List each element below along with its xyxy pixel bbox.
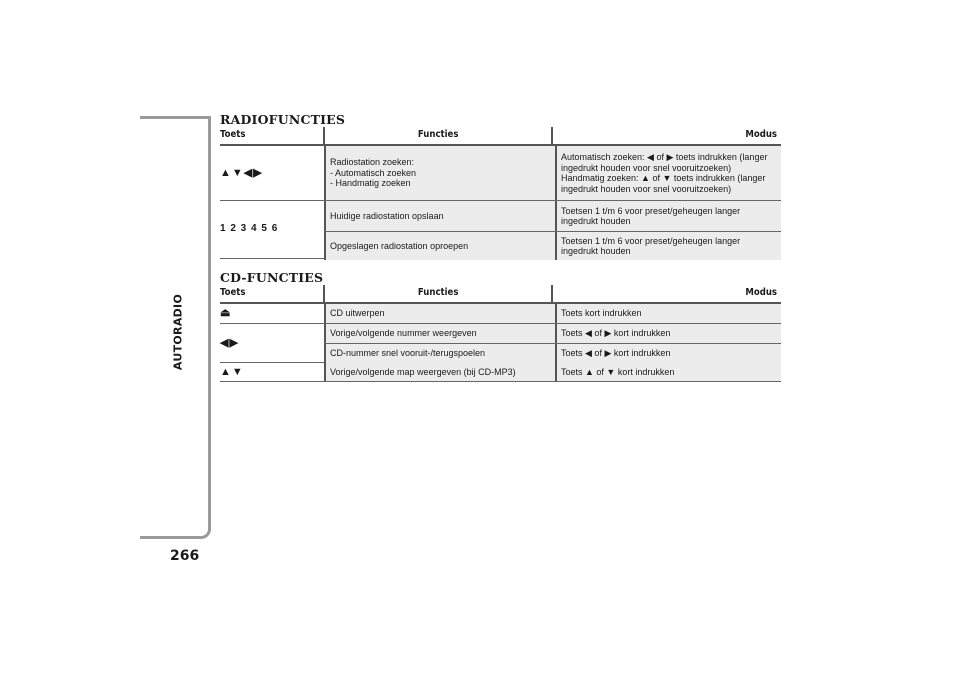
- header-key: Toets: [220, 129, 246, 140]
- table-row: [324, 344, 781, 363]
- table-row-group: [220, 324, 781, 363]
- table-header: [220, 127, 781, 146]
- header-mode: Modus: [551, 127, 781, 144]
- function-cell: CD uitwerpen: [324, 304, 555, 323]
- function-cell: Opgeslagen radiostation oproepen: [324, 232, 555, 260]
- function-cell: Huidige radiostation opslaan: [324, 201, 555, 231]
- table-row: [220, 146, 781, 201]
- key-arrows: ▲▼◀▶: [220, 166, 263, 179]
- header-function: Functies: [323, 127, 552, 144]
- section-title: RADIOFUNCTIES: [220, 112, 346, 127]
- table-header: [220, 285, 781, 304]
- table-row: [324, 201, 781, 232]
- function-cell: CD-nummer snel vooruit-/terugspoelen: [324, 344, 555, 363]
- chapter-label: AUTORADIO: [171, 293, 185, 371]
- cd-functions-section: [220, 270, 781, 382]
- eject-icon: ⏏: [220, 307, 232, 320]
- table-row: [324, 232, 781, 260]
- header-key: Toets: [220, 287, 246, 298]
- mode-cell: Toets ◀ of ▶ kort indrukken: [555, 344, 781, 363]
- page-number: 266: [170, 548, 200, 564]
- function-cell: Radiostation zoeken: - Automatisch zoeken - Handmatig zoeken: [324, 146, 555, 200]
- mode-cell: Toets ◀ of ▶ kort indrukken: [555, 324, 781, 343]
- mode-cell: Toets kort indrukken: [555, 304, 781, 323]
- header-function: Functies: [323, 285, 552, 302]
- header-mode: Modus: [551, 285, 781, 302]
- key-up-down: ▲▼: [220, 365, 244, 378]
- key-left-right: ◀▶: [220, 324, 324, 363]
- function-cell: Vorige/volgende map weergeven (bij CD-MP3): [324, 363, 555, 381]
- mode-cell: Toets ▲ of ▼ kort indrukken: [555, 363, 781, 381]
- table-row-group: [220, 201, 781, 260]
- function-cell: Vorige/volgende nummer weergeven: [324, 324, 555, 343]
- radio-functions-section: [220, 112, 781, 260]
- mode-cell: Toetsen 1 t/m 6 voor preset/geheugen langer ingedrukt houden: [555, 232, 781, 260]
- table-row: [324, 324, 781, 344]
- key-presets: 1 2 3 4 5 6: [220, 201, 324, 259]
- section-title: CD-FUNCTIES: [220, 270, 324, 285]
- mode-cell: Toetsen 1 t/m 6 voor preset/geheugen langer ingedrukt houden: [555, 201, 781, 231]
- table-row: [220, 304, 781, 324]
- mode-cell: Automatisch zoeken: ◀ of ▶ toets indrukken (langer ingedrukt houden voor snel vooruitzoeken) Handmatig zoeken: ▲ of ▼ toets indrukken (langer ingedrukt houden voor snel vooruitzoeken): [555, 146, 781, 200]
- table-row: [220, 363, 781, 382]
